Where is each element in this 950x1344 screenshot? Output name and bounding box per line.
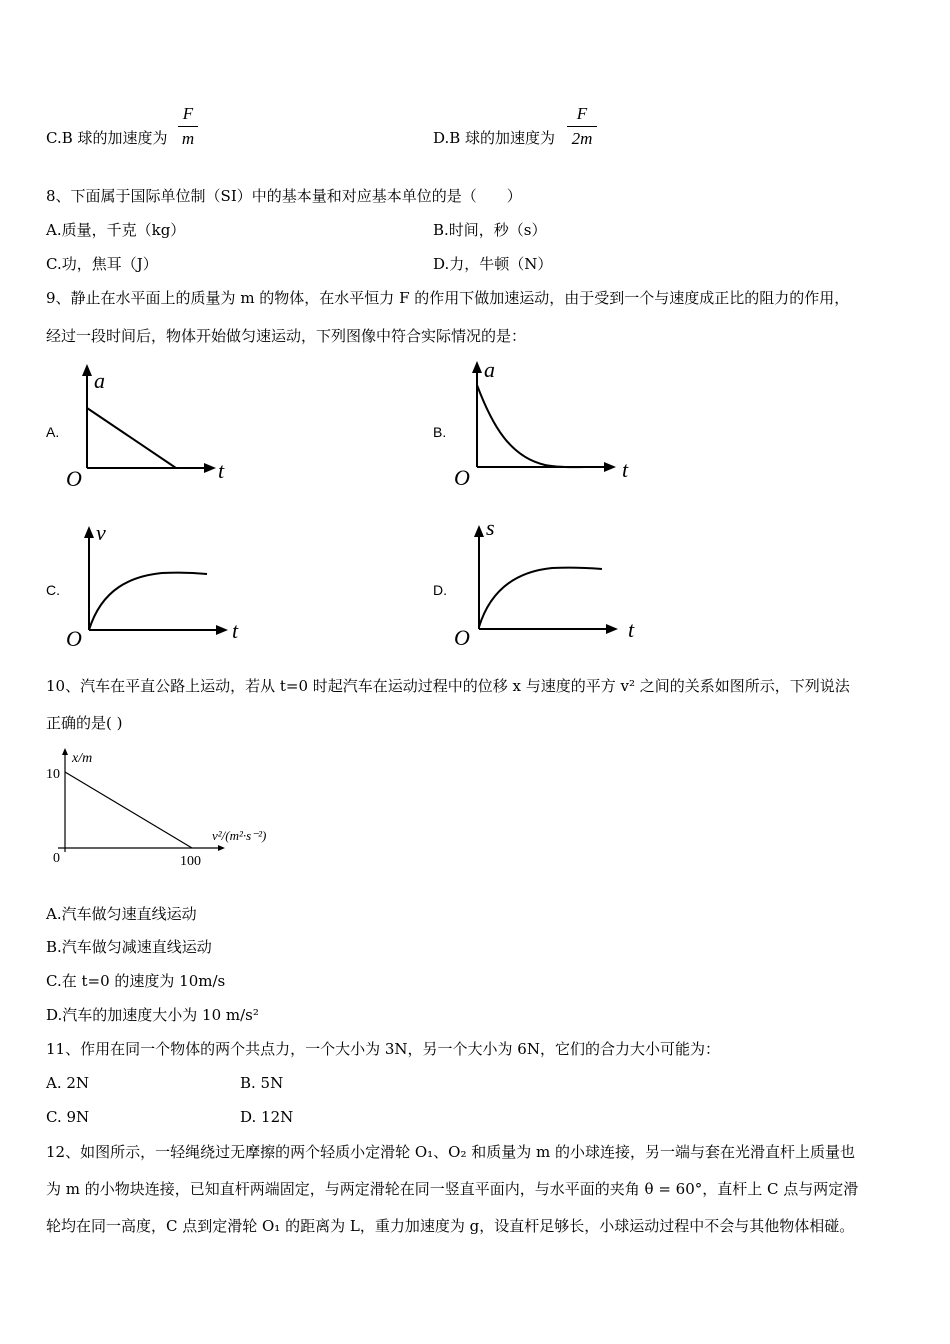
- q10-option-c: C.在 t=0 的速度为 10m/s: [46, 972, 226, 990]
- option-prefix: D.: [433, 129, 450, 147]
- q9-stem-line1: 9、静止在水平面上的质量为 m 的物体，在水平恒力 F 的作用下做加速运动，由于受到一个与速度成正比的阻力的作用，: [46, 289, 850, 307]
- q10-chart: [40, 740, 300, 870]
- q7-option-c: [46, 128, 168, 148]
- graph-d: [452, 515, 642, 655]
- x-axis-label: t: [622, 457, 629, 482]
- q10-option-a: A.汽车做匀速直线运动: [46, 905, 197, 923]
- y-axis-label: s: [486, 515, 495, 540]
- q8-stem: 8、下面属于国际单位制（SI）中的基本量和对应基本单位的是（ ）: [46, 187, 522, 205]
- x-axis-label: t: [628, 617, 635, 642]
- q8-option-a: A.质量，千克（kg）: [46, 221, 186, 239]
- graph-d-label: D.: [433, 582, 447, 598]
- graph-b-label: B.: [433, 424, 447, 440]
- option-text: B 球的加速度为: [61, 129, 168, 147]
- y-axis-label: v: [96, 520, 106, 545]
- option-prefix: C.: [46, 129, 62, 147]
- q11-option-a: A. 2N: [46, 1074, 90, 1092]
- origin-label: O: [454, 465, 470, 490]
- fraction-numerator: F: [576, 104, 588, 123]
- y-axis-arrow: [62, 748, 68, 755]
- y-axis-label: a: [94, 368, 105, 393]
- q9-stem-line2: 经过一段时间后，物体开始做匀速运动，下列图像中符合实际情况的是：: [46, 327, 527, 345]
- q12-line1: 12、如图所示，一轻绳绕过无摩擦的两个轻质小定滑轮 O₁、O₂ 和质量为 m 的小球连接，另一端与套在光滑直杆上质量也: [46, 1143, 856, 1161]
- origin-label: O: [66, 626, 82, 651]
- option-text: B 球的加速度为: [449, 129, 556, 147]
- q8-option-d: D.力，牛顿（N）: [433, 255, 553, 273]
- q12-line3: 轮均在同一高度，C 点到定滑轮 O₁ 的距离为 L，重力加速度为 g，设直杆足够长，小球运动过程中不会与其他物体相碰。: [46, 1217, 855, 1235]
- graph-b: [450, 355, 640, 495]
- q10-option-b: B.汽车做匀减速直线运动: [46, 938, 212, 956]
- q11-option-c: C. 9N: [46, 1108, 90, 1126]
- y-tick-label: 10: [46, 767, 60, 782]
- graph-a-label: A.: [46, 424, 60, 440]
- q7-option-c-fraction: [178, 104, 198, 149]
- fraction-denominator: m: [181, 129, 195, 148]
- x-tick-label: 100: [180, 854, 201, 869]
- q11-option-b: B. 5N: [240, 1074, 284, 1092]
- q10-stem-line1: 10、汽车在平直公路上运动，若从 t=0 时起汽车在运动过程中的位移 x 与速度的平方 v² 之间的关系如图所示，下列说法: [46, 677, 850, 695]
- origin-label: O: [66, 466, 82, 491]
- q11-stem: 11、作用在同一个物体的两个共点力，一个大小为 3N，另一个大小为 6N，它们的合力大小可能为：: [46, 1040, 720, 1058]
- x-axis-arrow: [218, 845, 225, 851]
- origin-label: 0: [53, 851, 60, 866]
- q8-option-c: C.功，焦耳（J）: [46, 255, 158, 273]
- data-line: [65, 772, 192, 848]
- fraction-denominator: 2m: [571, 129, 593, 148]
- q10-stem-line2: 正确的是( ): [46, 714, 123, 732]
- graph-a: [60, 360, 240, 495]
- fraction-bar: [178, 126, 198, 127]
- y-axis-label: a: [484, 357, 495, 382]
- origin-label: O: [454, 625, 470, 650]
- graph-c-label: C.: [46, 582, 60, 598]
- q7-option-d: [433, 128, 555, 148]
- q7-option-d-fraction: [567, 104, 597, 149]
- x-axis-label: v²/(m²·s⁻²): [212, 828, 267, 843]
- fraction-bar: [567, 126, 597, 127]
- y-axis-label: x/m: [72, 751, 93, 766]
- q12-line2: 为 m 的小物块连接，已知直杆两端固定，与两定滑轮在同一竖直平面内，与水平面的夹角 θ = 60°，直杆上 C 点与两定滑: [46, 1180, 859, 1198]
- q8-option-b: B.时间，秒（s）: [433, 221, 547, 239]
- x-axis-label: t: [218, 458, 225, 483]
- q11-option-d: D. 12N: [240, 1108, 294, 1126]
- q10-option-d: D.汽车的加速度大小为 10 m/s²: [46, 1006, 259, 1024]
- graph-c: [62, 518, 252, 653]
- x-axis-label: t: [232, 618, 239, 643]
- fraction-numerator: F: [182, 104, 194, 123]
